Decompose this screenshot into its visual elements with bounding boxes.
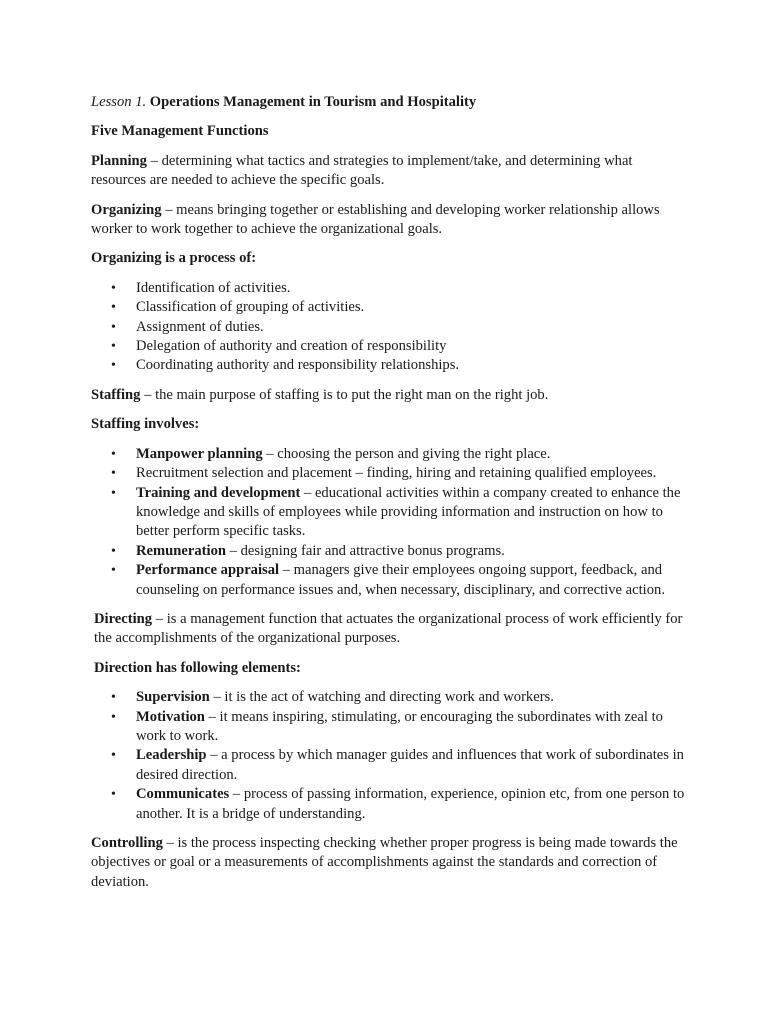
- direction-elements-heading: Direction has following elements:: [94, 659, 301, 676]
- directing-term: Directing: [94, 610, 153, 627]
- bullet-icon: •: [111, 709, 116, 725]
- bullet-icon: •: [111, 563, 116, 579]
- planning-text: – determining what tactics and strategies to implement/take, and determining what resources are needed to achieve the specific goals.: [91, 152, 633, 189]
- bullet-icon: •: [111, 466, 116, 482]
- bullet-icon: •: [111, 690, 116, 706]
- bullet-icon: •: [111, 280, 116, 296]
- section-heading: Five Management Functions: [91, 123, 269, 140]
- list-item: • Communicates – process of passing information, experience, opinion etc, from one person to another. It is a bridge of understanding.: [111, 786, 685, 822]
- staffing-term: Staffing: [91, 386, 141, 403]
- directing-paragraph: [91, 610, 687, 649]
- organizing-process-heading: Organizing is a process of:: [91, 250, 257, 267]
- bullet-icon: •: [111, 358, 116, 374]
- list-item: • Assignment of duties.: [91, 318, 687, 337]
- staffing-list: [91, 445, 687, 600]
- bullet-icon: •: [111, 319, 116, 335]
- staffing-involves-heading: Staffing involves:: [91, 416, 200, 433]
- organizing-term: Organizing: [91, 201, 162, 218]
- list-item: • Supervision – it is the act of watching and directing work and workers.: [91, 688, 687, 707]
- controlling-paragraph: [91, 834, 687, 892]
- list-item: • Motivation – it means inspiring, stimulating, or encouraging the subordinates with zeal to work to work.: [111, 708, 663, 744]
- list-item: • Coordinating authority and responsibility relationships.: [91, 356, 687, 375]
- planning-term: Planning: [91, 152, 147, 169]
- bullet-icon: •: [111, 543, 116, 559]
- lesson-title: [91, 93, 687, 112]
- list-item: • Delegation of authority and creation of responsibility: [91, 337, 687, 356]
- list-item: • Manpower planning – choosing the person and giving the right place.: [91, 445, 687, 464]
- bullet-icon: •: [111, 446, 116, 462]
- organizing-text: – means bringing together or establishing and developing worker relationship allows worker to work together to achieve the organizational goals.: [91, 201, 660, 238]
- document-page: [91, 93, 687, 902]
- bullet-icon: •: [111, 787, 116, 803]
- bullet-icon: •: [111, 339, 116, 355]
- list-item: • Remuneration – designing fair and attractive bonus programs.: [91, 542, 687, 561]
- list-item: • Leadership – a process by which manager guides and influences that work of subordinates in desired direction.: [111, 747, 684, 783]
- organizing-list: [91, 279, 687, 376]
- staffing-text: – the main purpose of staffing is to put the right man on the right job.: [140, 386, 549, 403]
- organizing-paragraph: [91, 201, 687, 240]
- list-item: • Performance appraisal – managers give their employees ongoing support, feedback, and counseling on performance issues and, when necessary, disciplinary, and corrective action.: [111, 562, 665, 598]
- list-item: • Identification of activities.: [91, 279, 687, 298]
- bullet-icon: •: [111, 748, 116, 764]
- directing-text: – is a management function that actuates the organizational process of work efficiently for the accomplishments of the organizational purposes.: [94, 610, 683, 647]
- controlling-term: Controlling: [91, 835, 163, 851]
- planning-paragraph: [91, 152, 687, 191]
- controlling-text: – is the process inspecting checking whether proper progress is being made towards the objectives or goal or a measurements of accomplishments against the standards and correction of deviation.: [91, 835, 678, 890]
- list-item: • Training and development – educational activities within a company created to enhance the knowledge and skills of employees while providing information and instruction on how to better perform specific tasks.: [111, 484, 681, 540]
- lesson-prefix: Lesson 1.: [91, 94, 147, 110]
- list-item: • Recruitment selection and placement – finding, hiring and retaining qualified employees.: [91, 464, 687, 483]
- bullet-icon: •: [111, 485, 116, 501]
- lesson-title-text: Operations Management in Tourism and Hospitality: [149, 94, 477, 110]
- list-item: • Classification of grouping of activities.: [91, 298, 687, 317]
- staffing-paragraph: [91, 386, 687, 405]
- bullet-icon: •: [111, 300, 116, 316]
- direction-list: [91, 688, 687, 824]
